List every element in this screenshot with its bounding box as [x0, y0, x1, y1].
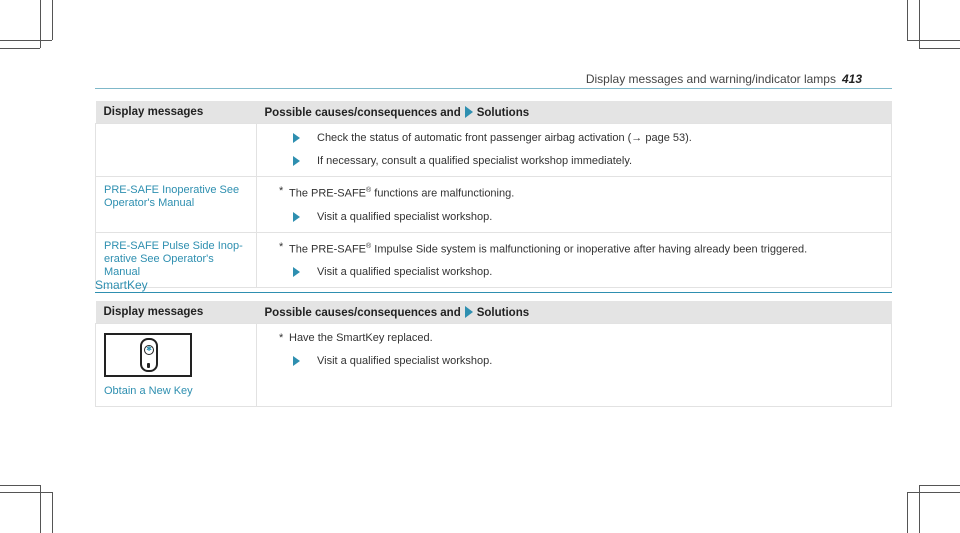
table-header-row [96, 101, 892, 124]
table-header-row [96, 301, 892, 324]
action-step [265, 354, 883, 368]
col-solutions-label: Solutions [476, 106, 530, 119]
registered-mark: ® [366, 187, 372, 194]
action-text: If necessary, consult a qualified specialist workshop immediately. [317, 155, 633, 167]
solutions-cell [257, 124, 892, 177]
action-text: Visit a qualified specialist workshop. [317, 266, 493, 279]
solutions-cell [257, 232, 892, 288]
col-causes-label: Possible causes/consequences and [264, 306, 461, 319]
key-fob-icon [140, 338, 158, 372]
action-arrow-icon [293, 156, 300, 166]
solution-arrow-icon [465, 106, 473, 118]
crop-mark [907, 492, 908, 533]
cause-text-pre: The PRE-SAFE [289, 243, 367, 256]
action-step [265, 154, 883, 168]
registered-mark: ® [366, 242, 372, 250]
cause-text: * The PRE-SAFE® Impulse Side system is malfunctioning or inoperative after having already been triggered. [279, 240, 808, 256]
solutions-cell [257, 324, 892, 407]
col-display-messages: Display messages [96, 301, 257, 324]
table-row [96, 324, 892, 407]
cause-text-post: functions are malfunctioning. [371, 187, 515, 200]
action-arrow-icon [293, 267, 300, 277]
crop-mark [0, 485, 40, 486]
crop-mark [919, 48, 960, 49]
table-row [96, 124, 892, 177]
header-rule [95, 88, 892, 89]
action-arrow-icon [293, 356, 300, 366]
col-causes-solutions [257, 301, 892, 324]
display-message: Obtain a New Key [104, 385, 193, 397]
solutions-cell [257, 177, 892, 233]
table-row [96, 232, 892, 288]
messages-table [95, 101, 892, 288]
action-arrow-icon [293, 212, 300, 222]
action-text: Visit a qualified specialist workshop. [317, 210, 493, 223]
crop-mark [0, 492, 52, 493]
display-message: PRE-SAFE Inoperative See Operator's Manual [96, 177, 257, 233]
cause-text: * Have the SmartKey replaced. [279, 332, 433, 344]
col-causes-label: Possible causes/consequences and [264, 106, 461, 119]
col-causes-solutions [257, 101, 892, 124]
section-rule [95, 292, 892, 293]
section-title: SmartKey [95, 278, 148, 292]
col-solutions-label: Solutions [476, 306, 530, 319]
smartkey-icon [104, 333, 192, 377]
crop-mark [907, 40, 960, 41]
crop-mark [52, 492, 53, 533]
crop-mark [919, 485, 960, 486]
crop-mark [0, 40, 52, 41]
display-message-cell [96, 324, 257, 407]
display-message [96, 124, 257, 177]
action-text: Check the status of automatic front passenger airbag activation (→ page 53). [317, 132, 692, 144]
star-emblem-icon: ✱ [144, 345, 154, 355]
action-step [265, 265, 883, 279]
cause-text-pre: The PRE-SAFE [289, 187, 367, 200]
page-number: 413 [841, 72, 862, 86]
key-dot-icon [147, 363, 150, 368]
running-header [586, 72, 862, 86]
crop-mark [907, 0, 908, 40]
cause-text-label: Have the SmartKey replaced. [289, 332, 433, 344]
header-title: Display messages and warning/indicator lamps [585, 72, 836, 86]
cause-text: * The PRE-SAFE® functions are malfunctioning. [279, 185, 515, 200]
table-row [96, 177, 892, 233]
action-step [265, 131, 883, 145]
action-text: Visit a qualified specialist workshop. [317, 355, 493, 367]
crop-mark [907, 492, 960, 493]
action-arrow-icon [293, 133, 300, 143]
crop-mark [52, 0, 53, 40]
col-display-messages: Display messages [96, 101, 257, 124]
action-step [265, 210, 883, 224]
solution-arrow-icon [465, 306, 473, 318]
smartkey-table [95, 301, 892, 407]
crop-mark [0, 48, 40, 49]
cause-text-post: Impulse Side system is malfunctioning or inoperative after having already been triggered. [371, 243, 808, 256]
display-message: PRE-SAFE Pulse Side Inop-erative See Operator's Manual [96, 232, 257, 288]
